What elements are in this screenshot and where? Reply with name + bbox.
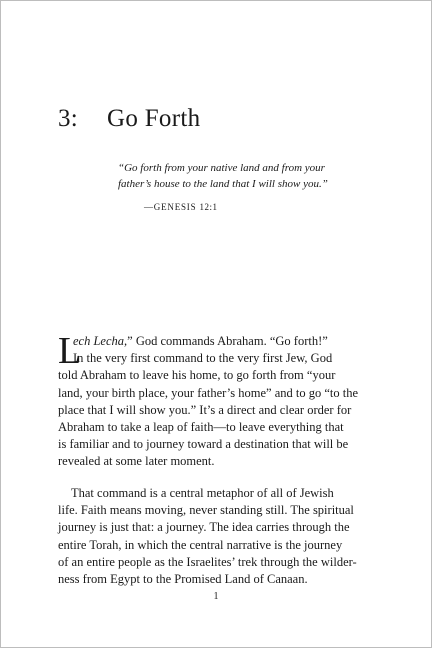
page-number: 1 xyxy=(213,591,219,602)
body-line: is familiar and to journey toward a destination that will be xyxy=(58,437,349,452)
body-line: In the very first command to the very first Jew, God xyxy=(73,351,333,366)
body-paragraph-2 xyxy=(58,485,388,588)
drop-cap: L xyxy=(58,330,82,372)
italic-phrase: ech Lecha, xyxy=(73,334,128,348)
epigraph-quote xyxy=(118,160,432,192)
body-line-italic xyxy=(73,334,328,348)
roman-phrase: ” God commands Abraham. “Go forth!” xyxy=(127,334,328,348)
body-line: That command is a central metaphor of all of Jewish xyxy=(71,486,334,500)
body-line xyxy=(58,333,388,350)
body-line: entire Torah, in which the central narrative is the journey xyxy=(58,537,343,552)
epigraph-source xyxy=(144,202,217,212)
chapter-number: 3: xyxy=(58,105,79,132)
body-line: of an entire people as the Israelites’ trek through the wilder- xyxy=(58,554,357,569)
body-line: told Abraham to leave his home, to go forth from “your xyxy=(58,368,336,383)
epigraph-source-reference: 12:1 xyxy=(199,202,218,212)
body-line: Abraham to take a leap of faith—to leave everything that xyxy=(58,420,344,435)
body-line: life. Faith means moving, never standing still. The spiritual xyxy=(58,503,354,518)
body-line: place that I will show you.” It’s a direct and clear order for xyxy=(58,402,352,417)
body-line: land, your birth place, your father’s home” and to go “to the xyxy=(58,385,359,400)
body-line: revealed at some later moment. xyxy=(58,454,215,469)
epigraph-line: “Go forth from your native land and from your xyxy=(118,162,325,174)
chapter-heading xyxy=(58,104,200,134)
body-line: journey is just that: a journey. The idea carries through the xyxy=(58,520,350,535)
body-paragraph-1 xyxy=(58,330,388,471)
body-line: ness from Egypt to the Promised Land of Canaan. xyxy=(58,572,308,587)
epigraph-source-book: —GENESIS xyxy=(144,202,197,212)
epigraph-line: father’s house to the land that I will show you.” xyxy=(118,178,328,190)
chapter-title: Go Forth xyxy=(107,105,201,132)
